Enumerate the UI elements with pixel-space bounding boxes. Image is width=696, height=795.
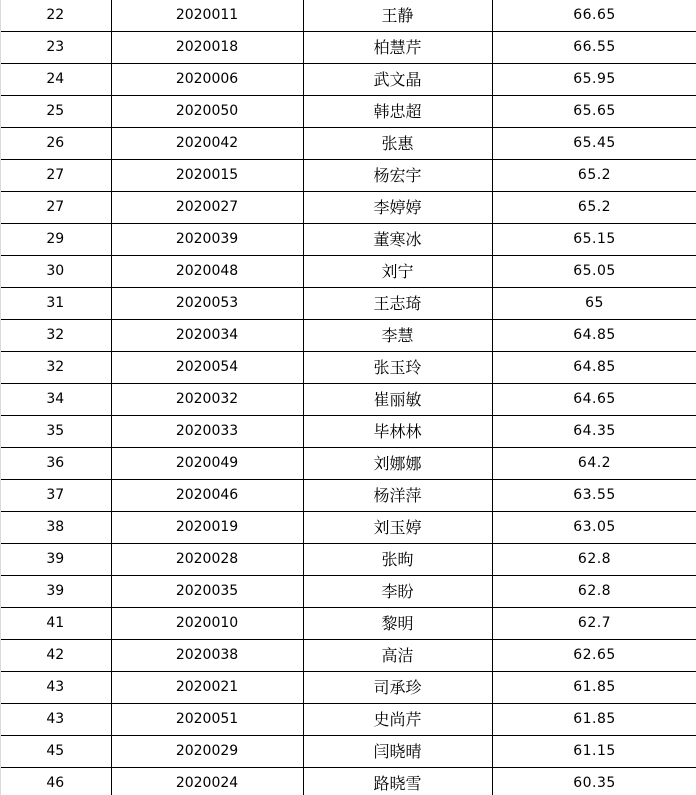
score-cell[interactable]: 62.7 bbox=[492, 608, 696, 640]
score-cell[interactable]: 65 bbox=[492, 288, 696, 320]
table-row bbox=[0, 352, 696, 384]
name-cell[interactable]: 史尚芹 bbox=[303, 704, 492, 736]
name-cell[interactable]: 韩忠超 bbox=[303, 96, 492, 128]
id-cell[interactable]: 2020028 bbox=[111, 544, 303, 576]
rank-cell[interactable]: 36 bbox=[0, 448, 111, 480]
id-cell[interactable]: 2020049 bbox=[111, 448, 303, 480]
id-cell[interactable]: 2020051 bbox=[111, 704, 303, 736]
rank-cell[interactable]: 35 bbox=[0, 416, 111, 448]
score-cell[interactable]: 66.55 bbox=[492, 32, 696, 64]
table-row bbox=[0, 512, 696, 544]
table-row bbox=[0, 544, 696, 576]
id-cell[interactable]: 2020039 bbox=[111, 224, 303, 256]
left-edge-gridline bbox=[0, 0, 1, 795]
rank-cell[interactable]: 37 bbox=[0, 480, 111, 512]
score-cell[interactable]: 64.85 bbox=[492, 352, 696, 384]
id-cell[interactable]: 2020034 bbox=[111, 320, 303, 352]
name-cell[interactable]: 路晓雪 bbox=[303, 768, 492, 795]
score-cell[interactable]: 62.65 bbox=[492, 640, 696, 672]
name-cell[interactable]: 王志琦 bbox=[303, 288, 492, 320]
rank-cell[interactable]: 42 bbox=[0, 640, 111, 672]
table-row bbox=[0, 480, 696, 512]
score-cell[interactable]: 65.05 bbox=[492, 256, 696, 288]
score-cell[interactable]: 63.55 bbox=[492, 480, 696, 512]
id-cell[interactable]: 2020021 bbox=[111, 672, 303, 704]
name-cell[interactable]: 张玉玲 bbox=[303, 352, 492, 384]
name-cell[interactable]: 张惠 bbox=[303, 128, 492, 160]
id-cell[interactable]: 2020019 bbox=[111, 512, 303, 544]
table-row bbox=[0, 256, 696, 288]
id-cell[interactable]: 2020054 bbox=[111, 352, 303, 384]
rank-cell[interactable]: 43 bbox=[0, 672, 111, 704]
name-cell[interactable]: 高洁 bbox=[303, 640, 492, 672]
table-row bbox=[0, 608, 696, 640]
id-cell[interactable]: 2020033 bbox=[111, 416, 303, 448]
name-cell[interactable]: 李慧 bbox=[303, 320, 492, 352]
rank-cell[interactable]: 22 bbox=[0, 0, 111, 32]
table-row bbox=[0, 416, 696, 448]
table-row bbox=[0, 384, 696, 416]
score-cell[interactable]: 65.2 bbox=[492, 160, 696, 192]
score-cell[interactable]: 65.95 bbox=[492, 64, 696, 96]
table-row bbox=[0, 224, 696, 256]
rank-cell[interactable]: 41 bbox=[0, 608, 111, 640]
id-cell[interactable]: 2020032 bbox=[111, 384, 303, 416]
rank-cell[interactable]: 45 bbox=[0, 736, 111, 768]
score-cell[interactable]: 64.85 bbox=[492, 320, 696, 352]
table-row bbox=[0, 160, 696, 192]
name-cell[interactable]: 刘玉婷 bbox=[303, 512, 492, 544]
score-cell[interactable]: 61.15 bbox=[492, 736, 696, 768]
score-cell[interactable]: 65.2 bbox=[492, 192, 696, 224]
id-cell[interactable]: 2020011 bbox=[111, 0, 303, 32]
table-row bbox=[0, 704, 696, 736]
rank-cell[interactable]: 32 bbox=[0, 320, 111, 352]
table-row bbox=[0, 0, 696, 32]
table-row bbox=[0, 320, 696, 352]
score-cell[interactable]: 66.65 bbox=[492, 0, 696, 32]
id-cell[interactable]: 2020006 bbox=[111, 64, 303, 96]
rank-cell[interactable]: 25 bbox=[0, 96, 111, 128]
score-cell[interactable]: 65.15 bbox=[492, 224, 696, 256]
score-cell[interactable]: 65.45 bbox=[492, 128, 696, 160]
score-cell[interactable]: 62.8 bbox=[492, 544, 696, 576]
table-row bbox=[0, 672, 696, 704]
id-cell[interactable]: 2020015 bbox=[111, 160, 303, 192]
table-row bbox=[0, 32, 696, 64]
table-row bbox=[0, 128, 696, 160]
table-row bbox=[0, 448, 696, 480]
table-row bbox=[0, 736, 696, 768]
table-row bbox=[0, 96, 696, 128]
table-row bbox=[0, 192, 696, 224]
score-cell[interactable]: 65.65 bbox=[492, 96, 696, 128]
rank-cell[interactable]: 34 bbox=[0, 384, 111, 416]
rank-cell[interactable]: 24 bbox=[0, 64, 111, 96]
id-cell[interactable]: 2020050 bbox=[111, 96, 303, 128]
name-cell[interactable]: 李盼 bbox=[303, 576, 492, 608]
rank-cell[interactable]: 43 bbox=[0, 704, 111, 736]
name-cell[interactable]: 武文晶 bbox=[303, 64, 492, 96]
id-cell[interactable]: 2020038 bbox=[111, 640, 303, 672]
score-cell[interactable]: 61.85 bbox=[492, 672, 696, 704]
name-cell[interactable]: 闫晓晴 bbox=[303, 736, 492, 768]
rank-cell[interactable]: 46 bbox=[0, 768, 111, 795]
name-cell[interactable]: 王静 bbox=[303, 0, 492, 32]
rank-cell[interactable]: 39 bbox=[0, 544, 111, 576]
name-cell[interactable]: 李婷婷 bbox=[303, 192, 492, 224]
table-row bbox=[0, 576, 696, 608]
rank-cell[interactable]: 26 bbox=[0, 128, 111, 160]
score-cell[interactable]: 64.65 bbox=[492, 384, 696, 416]
rank-cell[interactable]: 27 bbox=[0, 160, 111, 192]
name-cell[interactable]: 董寒冰 bbox=[303, 224, 492, 256]
name-cell[interactable]: 刘宁 bbox=[303, 256, 492, 288]
id-cell[interactable]: 2020018 bbox=[111, 32, 303, 64]
name-cell[interactable]: 崔丽敏 bbox=[303, 384, 492, 416]
rank-cell[interactable]: 27 bbox=[0, 192, 111, 224]
score-cell[interactable]: 63.05 bbox=[492, 512, 696, 544]
rank-cell[interactable]: 31 bbox=[0, 288, 111, 320]
table-row bbox=[0, 288, 696, 320]
id-cell[interactable]: 2020010 bbox=[111, 608, 303, 640]
rank-cell[interactable]: 38 bbox=[0, 512, 111, 544]
name-cell[interactable]: 黎明 bbox=[303, 608, 492, 640]
rank-cell[interactable]: 23 bbox=[0, 32, 111, 64]
score-cell[interactable]: 62.8 bbox=[492, 576, 696, 608]
name-cell[interactable]: 张昫 bbox=[303, 544, 492, 576]
rank-cell[interactable]: 32 bbox=[0, 352, 111, 384]
name-cell[interactable]: 杨宏宇 bbox=[303, 160, 492, 192]
name-cell[interactable]: 司承珍 bbox=[303, 672, 492, 704]
id-cell[interactable]: 2020042 bbox=[111, 128, 303, 160]
id-cell[interactable]: 2020029 bbox=[111, 736, 303, 768]
id-cell[interactable]: 2020053 bbox=[111, 288, 303, 320]
id-cell[interactable]: 2020027 bbox=[111, 192, 303, 224]
score-cell[interactable]: 60.35 bbox=[492, 768, 696, 795]
rank-cell[interactable]: 30 bbox=[0, 256, 111, 288]
id-cell[interactable]: 2020046 bbox=[111, 480, 303, 512]
name-cell[interactable]: 毕林林 bbox=[303, 416, 492, 448]
score-cell[interactable]: 64.2 bbox=[492, 448, 696, 480]
table-row bbox=[0, 640, 696, 672]
name-cell[interactable]: 刘娜娜 bbox=[303, 448, 492, 480]
table-row bbox=[0, 768, 696, 795]
name-cell[interactable]: 柏慧芹 bbox=[303, 32, 492, 64]
id-cell[interactable]: 2020035 bbox=[111, 576, 303, 608]
id-cell[interactable]: 2020048 bbox=[111, 256, 303, 288]
table-row bbox=[0, 64, 696, 96]
name-cell[interactable]: 杨洋萍 bbox=[303, 480, 492, 512]
score-cell[interactable]: 61.85 bbox=[492, 704, 696, 736]
id-cell[interactable]: 2020024 bbox=[111, 768, 303, 795]
rank-cell[interactable]: 39 bbox=[0, 576, 111, 608]
rank-cell[interactable]: 29 bbox=[0, 224, 111, 256]
score-cell[interactable]: 64.35 bbox=[492, 416, 696, 448]
